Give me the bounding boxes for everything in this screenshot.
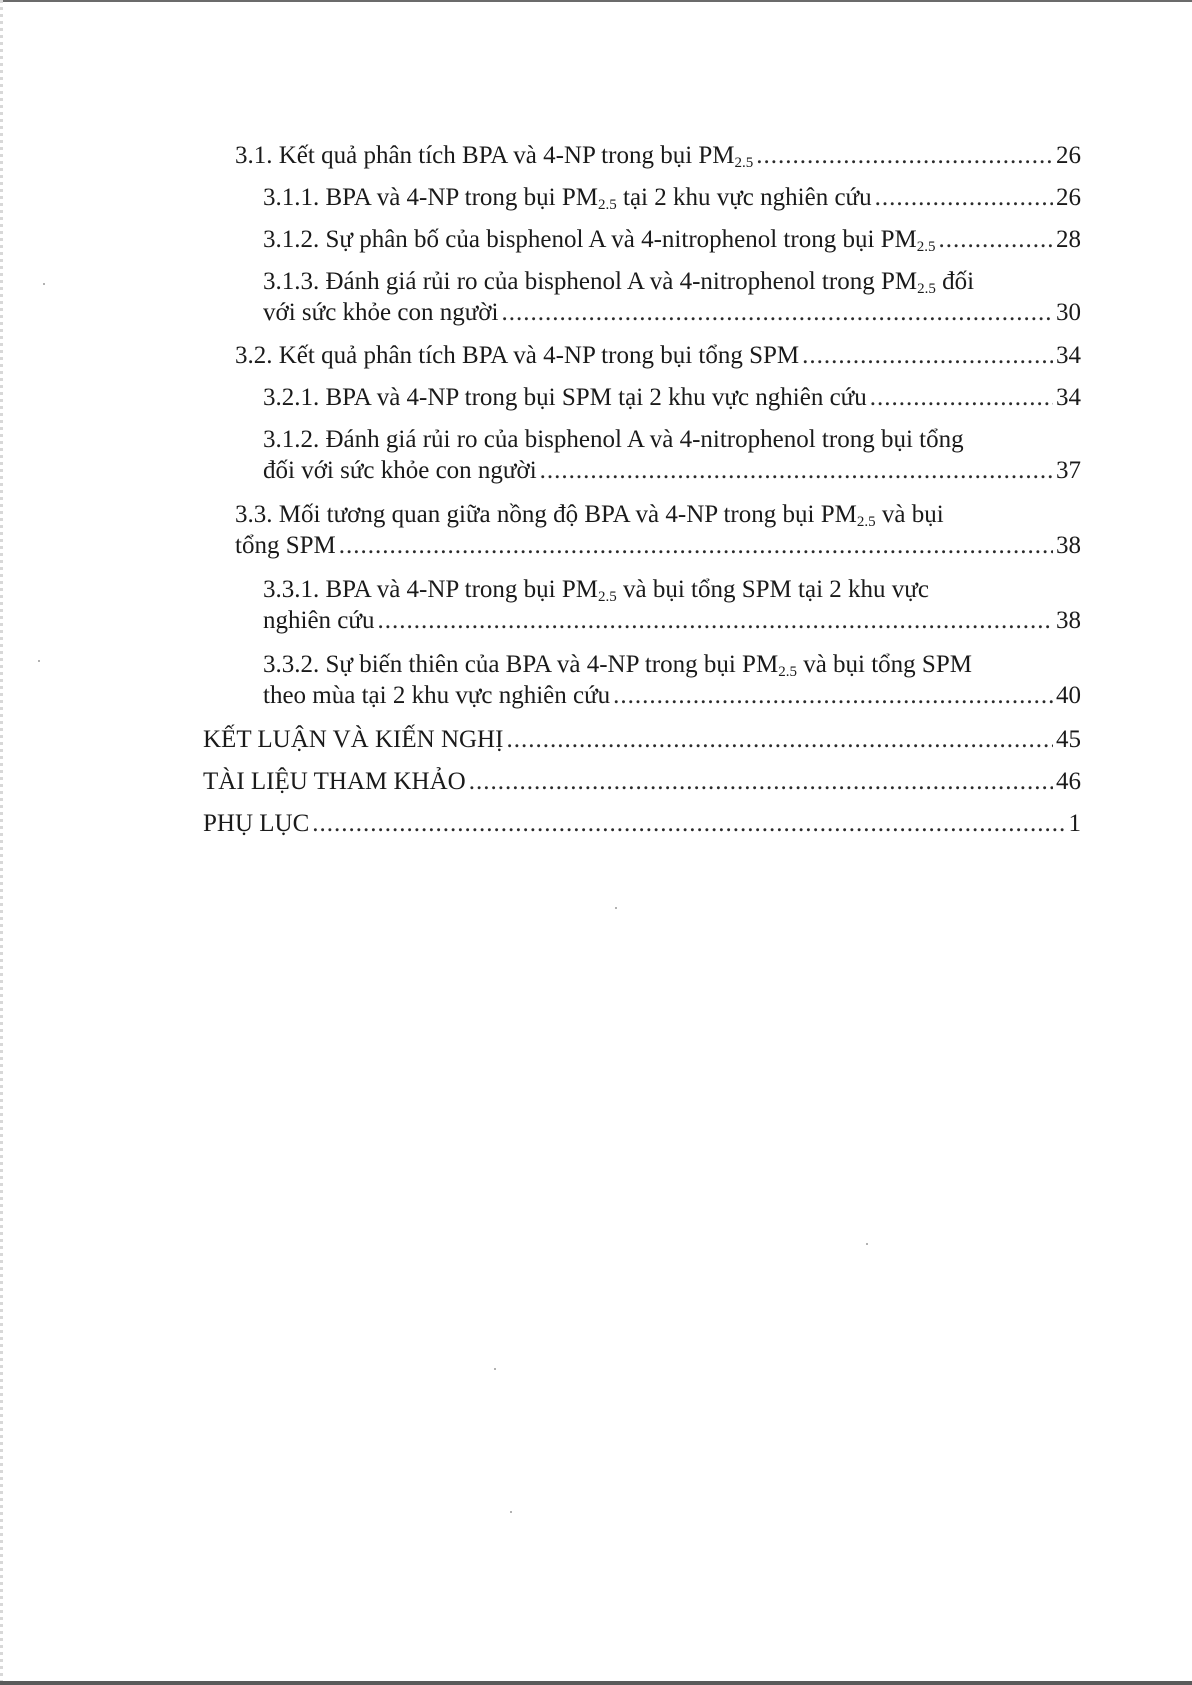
toc-entry-3-3-2[interactable] <box>263 649 1081 711</box>
toc-page-number: 37 <box>1056 457 1081 484</box>
scan-speck <box>510 1511 512 1513</box>
toc-entry-title-line1: 3.1.3. Đánh giá rủi ro của bisphenol A và 4-nitrophenol trong $PM_{2.5}$ đối <box>263 268 975 297</box>
toc-page-number: 1 <box>1068 810 1081 837</box>
dot-leader <box>377 605 1053 636</box>
toc-entry-3-2-1[interactable] <box>263 382 1081 413</box>
toc-page-number: 40 <box>1056 682 1081 709</box>
toc-entry-title-line1: 3.3.2. Sự biến thiên của BPA và 4-NP trong bụi $PM_{2.5}$ và bụi tổng SPM <box>263 651 972 680</box>
dot-leader <box>939 224 1053 255</box>
dot-leader <box>501 297 1053 328</box>
toc-entry-title: 3.1.2. Sự phân bố của bisphenol A và 4-nitrophenol trong bụi $PM_{2.5}$ <box>263 226 936 255</box>
scan-speck <box>38 660 40 662</box>
toc-entry-3-1-3[interactable] <box>263 266 1081 328</box>
toc-page-number: 38 <box>1056 532 1081 559</box>
toc-page-number: 26 <box>1056 142 1081 169</box>
dot-leader <box>540 455 1053 486</box>
toc-entry-title: 3.2.1. BPA và 4-NP trong bụi SPM tại 2 khu vực nghiên cứu <box>263 384 867 411</box>
dot-leader <box>870 382 1053 413</box>
toc-page-number: 38 <box>1056 607 1081 634</box>
toc-entry-3-1[interactable] <box>235 140 1081 171</box>
toc-entry-conclusion[interactable] <box>203 724 1081 755</box>
toc-entry-title-line1: 3.3. Mối tương quan giữa nồng độ BPA và 4-NP trong bụi $PM_{2.5}$ và bụi <box>235 501 944 530</box>
toc-entry-title-line2: tổng SPM <box>235 532 336 559</box>
dot-leader <box>506 724 1053 755</box>
dot-leader <box>469 766 1053 797</box>
toc-page-number: 34 <box>1056 342 1081 369</box>
toc-page-number: 34 <box>1056 384 1081 411</box>
toc-entry-title: 3.1.1. BPA và 4-NP trong bụi $PM_{2.5}$ tại 2 khu vực nghiên cứu <box>263 184 872 213</box>
toc-entry-title: KẾT LUẬN VÀ KIẾN NGHỊ <box>203 726 504 753</box>
toc-page-number: 30 <box>1056 299 1081 326</box>
scan-speck <box>866 1243 868 1245</box>
toc-entry-3-2-2[interactable] <box>263 424 1081 486</box>
toc-entry-title-line1: 3.3.1. BPA và 4-NP trong bụi $PM_{2.5}$ và bụi tổng SPM tại 2 khu vực <box>263 576 929 605</box>
dot-leader <box>613 680 1053 711</box>
toc-page-number: 45 <box>1056 726 1081 753</box>
dot-leader <box>802 340 1053 371</box>
dot-leader <box>312 808 1065 839</box>
toc-page-number: 46 <box>1056 768 1081 795</box>
toc-page-number: 28 <box>1056 226 1081 253</box>
dot-leader <box>756 140 1053 171</box>
toc-entry-3-2[interactable] <box>235 340 1081 371</box>
toc-entry-3-3[interactable] <box>235 499 1081 561</box>
toc-entry-references[interactable] <box>203 766 1081 797</box>
toc-entry-title: 3.2. Kết quả phân tích BPA và 4-NP trong bụi tổng SPM <box>235 342 800 369</box>
toc-entry-3-1-2[interactable] <box>263 224 1081 255</box>
toc-entry-appendix[interactable] <box>203 808 1081 839</box>
dot-leader <box>875 182 1053 213</box>
scan-speck <box>43 283 45 285</box>
toc-entry-3-3-1[interactable] <box>263 574 1081 636</box>
toc-page-number: 26 <box>1056 184 1081 211</box>
toc-entry-title-line2: nghiên cứu <box>263 607 375 634</box>
toc-entry-title-line2: theo mùa tại 2 khu vực nghiên cứu <box>263 682 611 709</box>
toc-entry-title-line2: đối với sức khỏe con người <box>263 457 537 484</box>
scan-speck <box>615 907 617 909</box>
dot-leader <box>339 530 1053 561</box>
toc-entry-title-line2: với sức khỏe con người <box>263 299 499 326</box>
scan-speck <box>494 1368 496 1370</box>
toc-entry-title: 3.1. Kết quả phân tích BPA và 4-NP trong bụi $PM_{2.5}$ <box>235 142 754 171</box>
toc-entry-title-line1: 3.1.2. Đánh giá rủi ro của bisphenol A và 4-nitrophenol trong bụi tổng <box>263 426 964 453</box>
toc-entry-3-1-1[interactable] <box>263 182 1081 213</box>
toc-entry-title: PHỤ LỤC <box>203 810 310 837</box>
toc-entry-title: TÀI LIỆU THAM KHẢO <box>203 768 466 795</box>
